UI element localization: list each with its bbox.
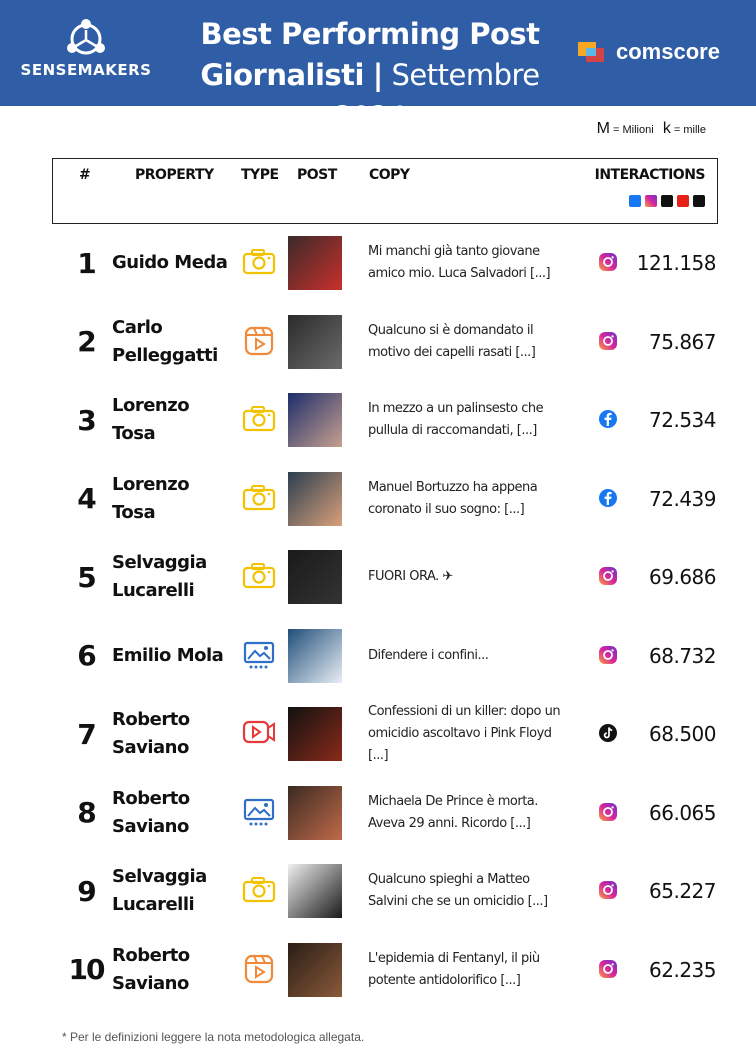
title-line-1: Best Performing Post xyxy=(200,17,540,51)
table-row xyxy=(52,311,718,389)
instagram-icon xyxy=(598,959,620,981)
row-rank: 5 xyxy=(77,560,95,594)
facebook-icon xyxy=(598,409,620,431)
instagram-icon xyxy=(598,802,620,824)
post-thumbnail[interactable] xyxy=(288,943,342,997)
row-property: Roberto Saviano xyxy=(112,787,190,837)
post-thumbnail[interactable] xyxy=(288,786,342,840)
instagram-icon xyxy=(598,331,620,353)
row-property: Selvaggia Lucarelli xyxy=(112,866,207,915)
comscore-icon xyxy=(576,39,606,65)
comscore-logo xyxy=(576,38,720,66)
table-row xyxy=(52,468,718,546)
footnote: * Per le definizioni leggere la nota metodologica allegata. xyxy=(62,1030,365,1044)
photo-type-icon xyxy=(242,247,276,277)
tiktok-icon xyxy=(598,723,620,745)
row-copy: Michaela De Prince è morta. Aveva 29 anni. Ricordo [...] xyxy=(368,793,538,831)
header-type: TYPE xyxy=(241,167,279,183)
row-property: Guido Meda xyxy=(112,252,228,273)
row-rank: 8 xyxy=(77,796,95,829)
row-rank: 9 xyxy=(77,874,95,908)
sensemakers-logo xyxy=(16,18,156,84)
carousel-type-icon xyxy=(242,640,276,670)
facebook-icon xyxy=(598,488,620,510)
row-interactions: 68.500 xyxy=(649,722,716,746)
title-period: Settembre 2024 xyxy=(334,58,540,134)
photo-type-icon xyxy=(242,561,276,591)
reel-type-icon xyxy=(242,326,276,356)
row-property: Lorenzo Tosa xyxy=(112,473,190,523)
title-separator: | xyxy=(372,58,383,92)
sensemakers-icon xyxy=(64,18,108,58)
row-rank: 10 xyxy=(68,953,104,986)
network-icons xyxy=(629,195,705,207)
row-copy: Qualcuno si è domandato il motivo dei capelli rasati [...] xyxy=(368,322,536,360)
header-post: POST xyxy=(297,167,337,183)
row-copy: Manuel Bortuzzo ha appena coronato il suo sogno: [...] xyxy=(368,479,538,517)
row-interactions: 72.534 xyxy=(649,408,716,432)
instagram-icon xyxy=(598,645,620,667)
photo-type-icon xyxy=(242,483,276,513)
title-line-2 xyxy=(170,54,570,138)
reel-type-icon xyxy=(242,954,276,984)
table-row xyxy=(52,782,718,860)
header-copy: COPY xyxy=(369,167,410,183)
post-thumbnail[interactable] xyxy=(288,393,342,447)
row-property: Selvaggia Lucarelli xyxy=(112,552,207,601)
facebook-icon xyxy=(629,195,641,207)
instagram-icon xyxy=(598,252,620,274)
row-copy: L'epidemia di Fentanyl, il più potente antidolorifico [...] xyxy=(368,950,540,988)
row-rank: 7 xyxy=(77,717,95,751)
post-thumbnail[interactable] xyxy=(288,707,342,761)
row-property: Lorenzo Tosa xyxy=(112,395,190,444)
row-copy: Qualcuno spieghi a Matteo Salvini che se un omicidio [...] xyxy=(368,872,548,909)
post-thumbnail[interactable] xyxy=(288,472,342,526)
row-rank: 1 xyxy=(77,246,95,280)
row-rank: 6 xyxy=(77,639,95,672)
row-interactions: 62.235 xyxy=(649,957,716,982)
table-row xyxy=(52,939,718,1017)
row-property: Carlo Pelleggatti xyxy=(112,316,218,366)
table-row xyxy=(52,703,718,781)
row-interactions: 121.158 xyxy=(636,251,716,275)
photo-type-icon xyxy=(242,404,276,434)
table-row xyxy=(52,625,718,703)
carousel-type-icon xyxy=(242,797,276,827)
row-copy: Difendere i confini... xyxy=(368,647,489,663)
row-property: Roberto Saviano xyxy=(112,709,190,758)
row-interactions: 66.065 xyxy=(649,800,716,825)
instagram-icon xyxy=(598,566,620,588)
legend-k: k xyxy=(662,120,671,137)
row-property: Emilio Mola xyxy=(112,644,224,666)
table-row xyxy=(52,389,718,467)
sensemakers-label: SENSEMAKERS xyxy=(20,61,152,79)
row-copy: Confessioni di un killer: dopo un omicidio ascoltavo i Pink Floyd [...] xyxy=(368,704,561,763)
row-rank: 2 xyxy=(77,325,95,358)
row-rank: 3 xyxy=(77,403,95,437)
post-thumbnail[interactable] xyxy=(288,315,342,369)
post-thumbnail[interactable] xyxy=(288,629,342,683)
row-interactions: 65.227 xyxy=(649,879,716,903)
video-type-icon xyxy=(242,718,276,748)
row-copy: In mezzo a un palinsesto che pullula di raccomandati, [...] xyxy=(368,401,544,438)
youtube-icon xyxy=(677,195,689,207)
legend-m: M xyxy=(596,120,610,137)
header-rank: # xyxy=(79,167,91,183)
legend-k-text: = mille xyxy=(673,124,706,136)
row-interactions: 72.439 xyxy=(649,486,716,511)
post-thumbnail[interactable] xyxy=(288,236,342,290)
comscore-label: comscore xyxy=(616,39,720,64)
header-property: PROPERTY xyxy=(135,167,214,183)
instagram-icon xyxy=(598,880,620,902)
post-thumbnail[interactable] xyxy=(288,550,342,604)
photo-type-icon xyxy=(242,875,276,905)
row-rank: 4 xyxy=(77,482,95,515)
row-interactions: 75.867 xyxy=(649,329,716,354)
x-icon xyxy=(661,195,673,207)
table-header xyxy=(52,158,718,224)
row-copy: Mi manchi già tanto giovane amico mio. Luca Salvadori [...] xyxy=(368,244,551,281)
row-copy: FUORI ORA. ✈ xyxy=(368,569,453,584)
title-category: Giornalisti xyxy=(200,58,364,92)
row-interactions: 68.732 xyxy=(649,643,716,668)
units-legend xyxy=(597,120,706,138)
table-row xyxy=(52,546,718,624)
table-row xyxy=(52,860,718,938)
header-interactions: INTERACTIONS xyxy=(594,167,705,183)
legend-m-text: = Milioni xyxy=(613,124,654,136)
tiktok-icon xyxy=(693,195,705,207)
row-property: Roberto Saviano xyxy=(112,944,190,994)
post-thumbnail[interactable] xyxy=(288,864,342,918)
row-interactions: 69.686 xyxy=(649,565,716,589)
instagram-icon xyxy=(645,195,657,207)
table-row xyxy=(52,232,718,310)
page-title xyxy=(170,14,570,138)
